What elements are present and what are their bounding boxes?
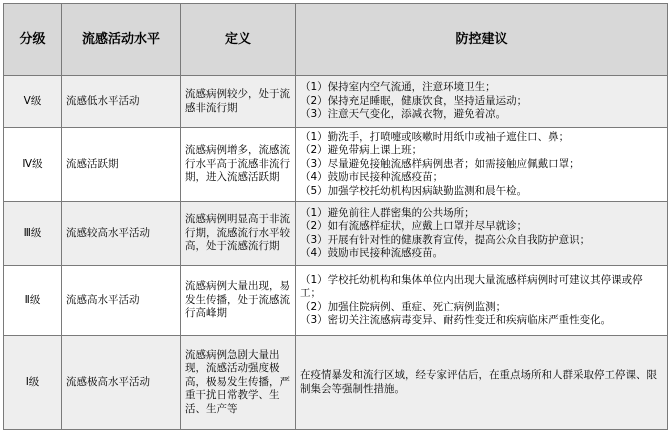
advice-cell [296,202,668,266]
advice-item: （2）避免带病上课上班； [300,144,423,157]
advice-item: （1）勤洗手，打喷嚏或咳嗽时用纸巾或袖子遮住口、鼻； [300,130,570,143]
advice-cell [296,128,668,202]
header-level: 分级 [4,4,62,76]
advice-item: （1）学校托幼机构和集体单位内出现大量流感样病例时可建议其停课或停工； [300,273,643,300]
activity-cell: 流感活跃期 [62,128,181,202]
definition-cell: 流感病例增多，流感流行水平高于流感非流行期，进入流感活跃期 [181,128,296,202]
definition-cell: 流感病例较少，处于流感非流行期 [181,76,296,128]
advice-item: （2）加强住院病例、重症、死亡病例监测； [300,300,507,313]
activity-cell: 流感低水平活动 [62,76,181,128]
advice-item: （2）如有流感样症状，应戴上口罩并尽早就诊； [300,220,528,233]
advice-item: 在疫情暴发和流行区域，经专家评估后，在重点场所和人群采取停工停课、限制集会等强制性措施。 [300,369,657,395]
definition-cell: 流感病例大量出现，易发生传播，处于流感流行高峰期 [181,266,296,336]
activity-cell: 流感极高水平活动 [62,336,181,430]
advice-item: （4）鼓励市民接种流感疫苗。 [300,246,444,259]
table-row [4,266,668,336]
advice-item: （1）避免前往人群密集的公共场所； [300,206,475,219]
definition-cell: 流感病例急剧大量出现，流感活动强度极高，极易发生传播，严重干扰日常教学、生活、生产等 [181,336,296,430]
level-cell: Ⅲ级 [4,202,62,266]
level-cell: Ⅳ级 [4,128,62,202]
advice-item: （5）加强学校托幼机构因病缺勤监测和晨午检。 [300,184,528,197]
definition-cell: 流感病例明显高于非流行期，流感流行水平较高，处于流感流行期 [181,202,296,266]
table-row [4,336,668,430]
table-row [4,202,668,266]
flu-level-table [3,3,668,430]
advice-item: （1）保持室内空气流通，注意环境卫生； [300,81,496,94]
advice-item: （3）尽量避免接触流感样病例患者；如需接触应佩戴口罩； [300,157,580,170]
advice-item: （4）鼓励市民接种流感疫苗； [300,171,444,184]
header-definition: 定义 [181,4,296,76]
advice-item: （3）密切关注流感病毒变异、耐药性变迁和疾病临床严重性变化。 [300,313,612,326]
advice-cell [296,266,668,336]
advice-item: （2）保持充足睡眠，健康饮食，坚持适量运动； [300,94,528,107]
advice-cell [296,336,668,430]
advice-item: （3）注意天气变化，添减衣物，避免着凉。 [300,108,507,121]
header-advice: 防控建议 [296,4,668,76]
advice-cell [296,76,668,128]
header-activity: 流感活动水平 [62,4,181,76]
table-row [4,76,668,128]
advice-item: （3）开展有针对性的健康教育宣传，提高公众自我防护意识； [300,233,591,246]
level-cell: V级 [4,76,62,128]
table-row [4,128,668,202]
activity-cell: 流感高水平活动 [62,266,181,336]
activity-cell: 流感较高水平活动 [62,202,181,266]
table-header-row [4,4,668,76]
level-cell: Ⅱ级 [4,266,62,336]
level-cell: Ⅰ级 [4,336,62,430]
